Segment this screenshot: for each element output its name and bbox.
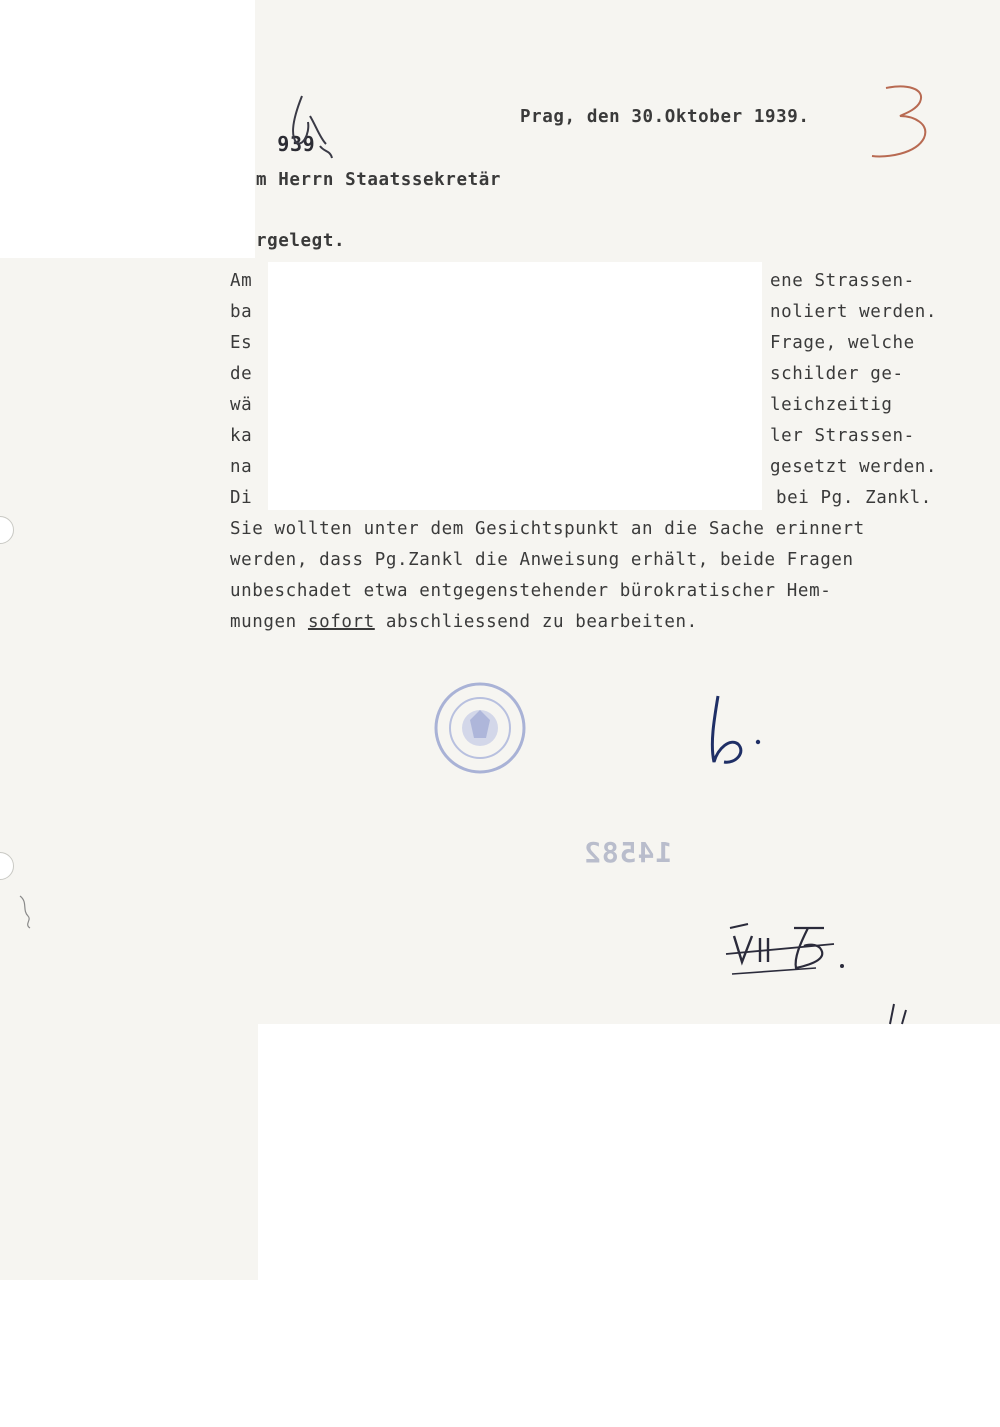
body-line-12 bbox=[230, 607, 698, 638]
body-line-3-right: Frage, welche bbox=[770, 333, 915, 353]
handwritten-initial-scribble bbox=[280, 86, 340, 166]
emphasis-sofort: sofort bbox=[307, 612, 375, 632]
addressee: m Herrn Staatssekretär bbox=[256, 170, 501, 190]
body-line-5-right: leichzeitig bbox=[770, 395, 893, 415]
paper-bottom-left bbox=[0, 1024, 258, 1280]
body-line-4-right: schilder ge- bbox=[770, 364, 904, 384]
body-line-6-right: ler Strassen- bbox=[770, 426, 915, 446]
corner-number-mark bbox=[868, 82, 938, 162]
body-line-8-right: bei Pg. Zankl. bbox=[776, 488, 932, 508]
official-seal bbox=[432, 680, 532, 780]
body-line-9: Sie wollten unter dem Gesichtspunkt an die Sache erinnert bbox=[230, 519, 865, 539]
pencil-mark bbox=[876, 1000, 916, 1030]
body-line-12-before: mungen bbox=[230, 612, 308, 632]
body-line-5-left: wä bbox=[230, 395, 253, 415]
body-line-11: unbeschadet etwa entgegenstehender bürokratischer Hem- bbox=[230, 581, 832, 601]
handwritten-initials bbox=[700, 690, 770, 770]
body-line-6-left: ka bbox=[230, 426, 253, 446]
place-date: Prag, den 30.Oktober 1939. bbox=[520, 107, 810, 127]
redaction-block bbox=[268, 262, 762, 510]
body-line-3-left: Es bbox=[230, 333, 253, 353]
body-line-8-left: Di bbox=[230, 488, 253, 508]
body-line-4-left: de bbox=[230, 364, 253, 384]
body-line-12-after: abschliessend zu bearbeiten. bbox=[374, 612, 698, 632]
body-line-10: werden, dass Pg.Zankl die Anweisung erhält, beide Fragen bbox=[230, 550, 854, 570]
file-mark bbox=[724, 914, 864, 994]
stamp-number: 14582 bbox=[583, 836, 673, 869]
reference-number-text: 939 bbox=[277, 132, 316, 156]
body-line-1-right: ene Strassen- bbox=[770, 271, 915, 291]
body-line-1-left: Am bbox=[230, 271, 253, 291]
margin-scribble bbox=[14, 890, 44, 930]
body-line-7-left: na bbox=[230, 457, 253, 477]
presented-note: rgelegt. bbox=[256, 231, 346, 251]
body-line-2-left: ba bbox=[230, 302, 253, 322]
body-line-7-right: gesetzt werden. bbox=[770, 457, 938, 477]
body-line-2-right: noliert werden. bbox=[770, 302, 938, 322]
